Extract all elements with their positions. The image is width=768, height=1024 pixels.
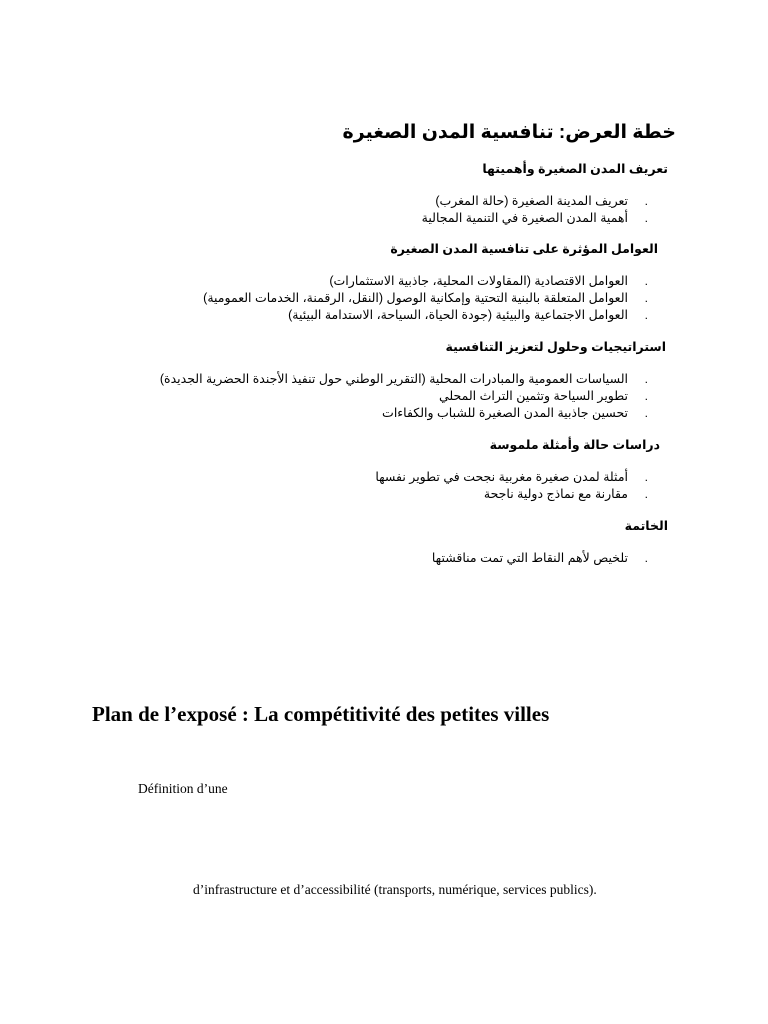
section-heading: العوامل المؤثرة على تنافسية المدن الصغيرة — [390, 242, 658, 256]
bullet-icon: . — [644, 291, 648, 305]
section-list — [78, 193, 668, 227]
section-heading: دراسات حالة وأمثلة ملموسة — [489, 438, 660, 452]
section-heading: استراتيجيات وحلول لتعزيز التنافسية — [445, 340, 666, 354]
section-list — [78, 371, 666, 422]
bullet-icon: . — [644, 211, 648, 225]
list-item: . تطوير السياحة وتثمين التراث المحلي — [438, 389, 648, 403]
list-item: . السياسات العمومية والمبادرات المحلية (التقرير الوطني حول تنفيذ الأجندة الحضرية الجديدة) — [159, 372, 648, 386]
bullet-icon: . — [644, 406, 648, 420]
bullet-icon: . — [644, 308, 648, 322]
bullet-icon: . — [644, 551, 648, 565]
french-line-definition: Définition d’une — [138, 781, 228, 796]
arabic-section — [78, 436, 678, 503]
arabic-section — [78, 517, 678, 567]
list-item: . أمثلة لمدن صغيرة مغربية نجحت في تطوير نفسها — [375, 470, 648, 484]
section-heading: تعريف المدن الصغيرة وأهميتها — [482, 162, 668, 176]
list-item: . العوامل المتعلقة بالبنية التحتية وإمكانية الوصول (النقل، الرقمنة، الخدمات العمومية) — [203, 291, 648, 305]
arabic-section — [78, 240, 678, 324]
bullet-icon: . — [644, 274, 648, 288]
arabic-outline — [78, 118, 678, 567]
arabic-section — [78, 338, 678, 422]
french-title: Plan de l’exposé : La compétitivité des petites villes — [92, 702, 550, 726]
list-item: . العوامل الاقتصادية (المقاولات المحلية، جاذبية الاستثمارات) — [329, 274, 648, 288]
list-item: . تلخيص لأهم النقاط التي تمت مناقشتها — [431, 551, 648, 565]
bullet-icon: . — [644, 389, 648, 403]
section-list — [78, 469, 660, 503]
section-list — [78, 273, 658, 324]
arabic-section — [78, 160, 678, 227]
section-heading: الخاتمة — [624, 519, 668, 533]
list-item: . أهمية المدن الصغيرة في التنمية المجالية — [421, 211, 648, 225]
list-item: . تحسين جاذبية المدن الصغيرة للشباب والكفاءات — [382, 406, 648, 420]
bullet-icon: . — [644, 487, 648, 501]
list-item: . العوامل الاجتماعية والبيئية (جودة الحياة، السياحة، الاستدامة البيئية) — [288, 308, 648, 322]
bullet-icon: . — [644, 372, 648, 386]
bullet-icon: . — [644, 194, 648, 208]
bullet-icon: . — [644, 470, 648, 484]
list-item: . تعريف المدينة الصغيرة (حالة المغرب) — [435, 194, 648, 208]
arabic-title: خطة العرض: تنافسية المدن الصغيرة — [342, 122, 676, 143]
french-line-infrastructure: d’infrastructure et d’accessibilité (transports, numérique, services publics). — [193, 882, 597, 897]
list-item: . مقارنة مع نماذج دولية ناجحة — [483, 487, 648, 501]
section-list — [78, 550, 668, 567]
